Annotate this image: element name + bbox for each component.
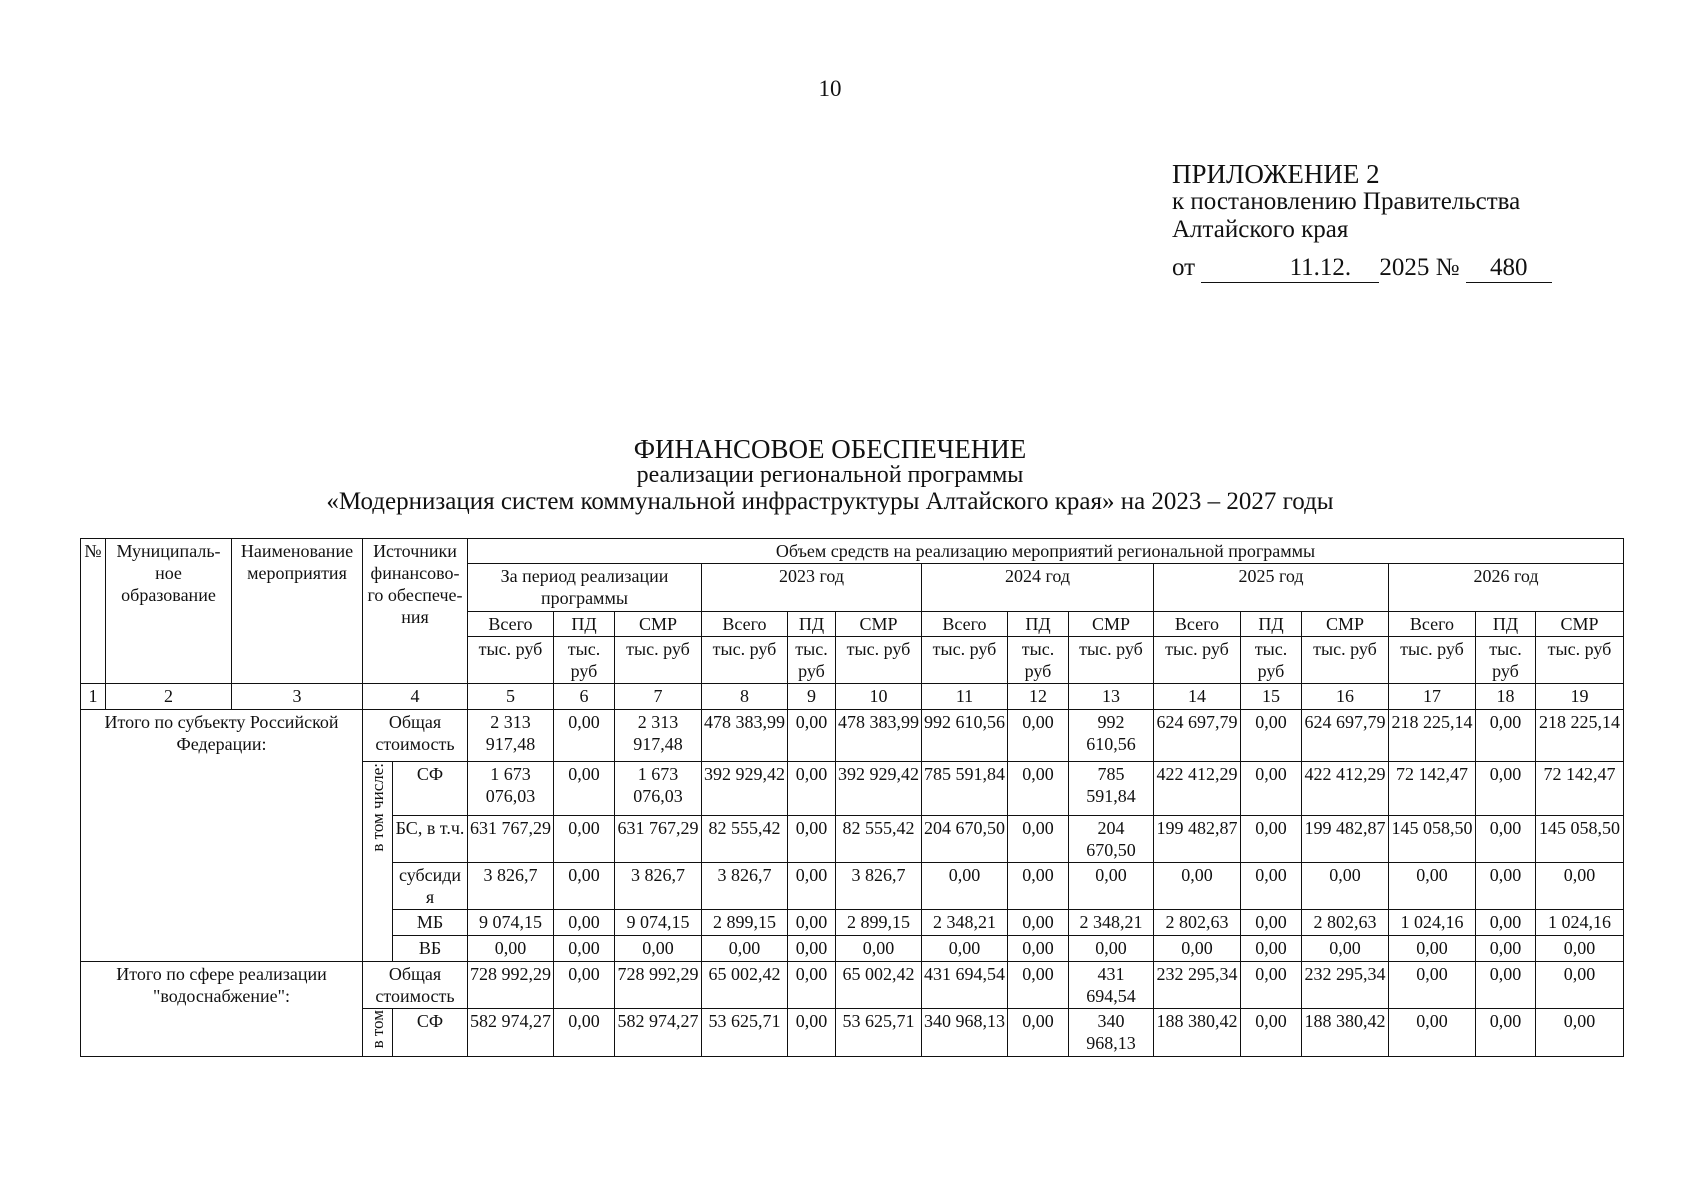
source-label: Общая стоимость <box>363 710 468 762</box>
value-cell: 0,00 <box>1069 863 1154 910</box>
value-cell: 631 767,29 <box>468 816 554 863</box>
value-cell: 0,00 <box>554 1009 615 1057</box>
value-cell: 0,00 <box>1536 1009 1624 1057</box>
including-text: в том числе: <box>367 763 387 852</box>
header-sub-total: Всего <box>1389 612 1476 637</box>
value-cell: 422 412,29 <box>1154 762 1241 816</box>
value-cell: 0,00 <box>1241 1009 1302 1057</box>
header-sub-total: Всего <box>922 612 1008 637</box>
value-cell: 2 313 917,48 <box>468 710 554 762</box>
value-cell: 340 968,13 <box>1069 1009 1154 1057</box>
header-sub-total: Всего <box>468 612 554 637</box>
header-sub-pd: ПД <box>554 612 615 637</box>
header-unit: тыс. руб <box>1536 637 1624 684</box>
value-cell: 188 380,42 <box>1154 1009 1241 1057</box>
header-sub-pd: ПД <box>1241 612 1302 637</box>
header-no: № <box>81 539 106 684</box>
decree-date: 11.12. <box>1201 254 1379 283</box>
value-cell: 82 555,42 <box>836 816 922 863</box>
header-sub-pd: ПД <box>1476 612 1536 637</box>
column-number: 12 <box>1008 684 1069 710</box>
header-sub-total: Всего <box>1154 612 1241 637</box>
decree-number: 480 <box>1466 254 1552 283</box>
value-cell: 65 002,42 <box>702 962 788 1009</box>
header-event: Наименование мероприятия <box>232 539 363 684</box>
value-cell: 582 974,27 <box>468 1009 554 1057</box>
column-number: 14 <box>1154 684 1241 710</box>
value-cell: 199 482,87 <box>1154 816 1241 863</box>
header-unit: тыс. руб <box>1302 637 1389 684</box>
value-cell: 431 694,54 <box>922 962 1008 1009</box>
row-total-label: Итого по субъекту Российской Федерации: <box>81 710 363 962</box>
value-cell: 0,00 <box>1536 936 1624 962</box>
appendix-line-2: Алтайского края <box>1172 216 1349 243</box>
value-cell: 0,00 <box>1154 863 1241 910</box>
header-year-2024: 2024 год <box>922 564 1154 612</box>
value-cell: 3 826,7 <box>702 863 788 910</box>
header-municipality: Муниципаль- ное образование <box>106 539 232 684</box>
value-cell: 0,00 <box>1008 816 1069 863</box>
value-cell: 65 002,42 <box>836 962 922 1009</box>
value-cell: 785 591,84 <box>922 762 1008 816</box>
value-cell: 0,00 <box>1241 962 1302 1009</box>
value-cell: 0,00 <box>788 1009 836 1057</box>
value-cell: 0,00 <box>1241 910 1302 936</box>
value-cell: 0,00 <box>922 863 1008 910</box>
value-cell: 392 929,42 <box>702 762 788 816</box>
source-label: субсиди я <box>393 863 468 910</box>
value-cell: 624 697,79 <box>1302 710 1389 762</box>
header-unit: тыс. руб <box>702 637 788 684</box>
value-cell: 728 992,29 <box>468 962 554 1009</box>
value-cell: 232 295,34 <box>1302 962 1389 1009</box>
source-label: ВБ <box>393 936 468 962</box>
value-cell: 2 348,21 <box>922 910 1008 936</box>
value-cell: 0,00 <box>554 762 615 816</box>
header-unit: тыс. руб <box>1069 637 1154 684</box>
column-number: 7 <box>615 684 702 710</box>
value-cell: 0,00 <box>1389 863 1476 910</box>
source-label: МБ <box>393 910 468 936</box>
value-cell: 0,00 <box>554 710 615 762</box>
value-cell: 2 802,63 <box>1154 910 1241 936</box>
value-cell: 218 225,14 <box>1389 710 1476 762</box>
value-cell: 0,00 <box>1069 936 1154 962</box>
source-label: СФ <box>393 1009 468 1057</box>
column-number: 17 <box>1389 684 1476 710</box>
header-year-2026: 2026 год <box>1389 564 1624 612</box>
value-cell: 204 670,50 <box>922 816 1008 863</box>
value-cell: 0,00 <box>1008 1009 1069 1057</box>
value-cell: 0,00 <box>1476 936 1536 962</box>
value-cell: 0,00 <box>1476 816 1536 863</box>
value-cell: 0,00 <box>788 710 836 762</box>
column-number: 11 <box>922 684 1008 710</box>
value-cell: 0,00 <box>1536 863 1624 910</box>
value-cell: 0,00 <box>702 936 788 962</box>
header-unit: тыс. руб <box>615 637 702 684</box>
value-cell: 0,00 <box>788 762 836 816</box>
value-cell: 0,00 <box>788 936 836 962</box>
appendix-block <box>1172 160 1520 244</box>
source-label: Общая стоимость <box>363 962 468 1009</box>
value-cell: 0,00 <box>1154 936 1241 962</box>
value-cell: 340 968,13 <box>922 1009 1008 1057</box>
value-cell: 0,00 <box>468 936 554 962</box>
table-row <box>81 962 1624 1009</box>
header-volume: Объем средств на реализацию мероприятий региональной программы <box>468 539 1624 564</box>
value-cell: 0,00 <box>1476 910 1536 936</box>
value-cell: 1 024,16 <box>1536 910 1624 936</box>
value-cell: 0,00 <box>1241 762 1302 816</box>
column-number: 4 <box>363 684 468 710</box>
value-cell: 0,00 <box>1302 863 1389 910</box>
value-cell: 1 673 076,03 <box>615 762 702 816</box>
column-number: 13 <box>1069 684 1154 710</box>
row-total-label: Итого по сфере реализации "водоснабжение": <box>81 962 363 1057</box>
header-sources: Источники финансово- го обеспече- ния <box>363 539 468 684</box>
column-number: 5 <box>468 684 554 710</box>
value-cell: 0,00 <box>554 863 615 910</box>
column-number: 18 <box>1476 684 1536 710</box>
header-year-2025: 2025 год <box>1154 564 1389 612</box>
value-cell: 0,00 <box>554 936 615 962</box>
header-unit: тыс. руб <box>922 637 1008 684</box>
column-number: 3 <box>232 684 363 710</box>
header-sub-pd: ПД <box>788 612 836 637</box>
header-sub-total: Всего <box>702 612 788 637</box>
value-cell: 0,00 <box>1302 936 1389 962</box>
value-cell: 0,00 <box>1241 936 1302 962</box>
column-number: 6 <box>554 684 615 710</box>
value-cell: 53 625,71 <box>702 1009 788 1057</box>
value-cell: 0,00 <box>788 962 836 1009</box>
appendix-line-1: к постановлению Правительства <box>1172 188 1521 215</box>
value-cell: 478 383,99 <box>836 710 922 762</box>
value-cell: 9 074,15 <box>615 910 702 936</box>
column-number: 9 <box>788 684 836 710</box>
header-unit: тыс. руб <box>1241 637 1302 684</box>
value-cell: 204 670,50 <box>1069 816 1154 863</box>
financing-table <box>80 538 1624 1057</box>
header-unit: тыс. руб <box>468 637 554 684</box>
value-cell: 631 767,29 <box>615 816 702 863</box>
value-cell: 0,00 <box>1008 962 1069 1009</box>
value-cell: 0,00 <box>1476 1009 1536 1057</box>
value-cell: 0,00 <box>1389 936 1476 962</box>
header-sub-smr: СМР <box>1536 612 1624 637</box>
value-cell: 785 591,84 <box>1069 762 1154 816</box>
value-cell: 0,00 <box>1476 762 1536 816</box>
value-cell: 145 058,50 <box>1389 816 1476 863</box>
including-label <box>363 762 393 962</box>
column-number: 15 <box>1241 684 1302 710</box>
value-cell: 0,00 <box>1476 962 1536 1009</box>
value-cell: 422 412,29 <box>1302 762 1389 816</box>
value-cell: 3 826,7 <box>615 863 702 910</box>
value-cell: 0,00 <box>1008 936 1069 962</box>
value-cell: 0,00 <box>1476 863 1536 910</box>
value-cell: 2 899,15 <box>702 910 788 936</box>
header-unit: тыс. руб <box>788 637 836 684</box>
value-cell: 0,00 <box>788 863 836 910</box>
column-number: 2 <box>106 684 232 710</box>
column-number: 1 <box>81 684 106 710</box>
column-number: 16 <box>1302 684 1389 710</box>
value-cell: 3 826,7 <box>836 863 922 910</box>
value-cell: 478 383,99 <box>702 710 788 762</box>
value-cell: 232 295,34 <box>1154 962 1241 1009</box>
document-title: ФИНАНСОВОЕ ОБЕСПЕЧЕНИЕ <box>633 434 1027 464</box>
value-cell: 0,00 <box>788 910 836 936</box>
source-label: СФ <box>393 762 468 816</box>
date-prefix: от <box>1172 254 1196 281</box>
value-cell: 82 555,42 <box>702 816 788 863</box>
column-number: 19 <box>1536 684 1624 710</box>
value-cell: 0,00 <box>1241 863 1302 910</box>
document-subtitle: реализации региональной программы <box>636 462 1024 488</box>
value-cell: 218 225,14 <box>1536 710 1624 762</box>
value-cell: 0,00 <box>1008 910 1069 936</box>
value-cell: 0,00 <box>554 962 615 1009</box>
header-year-2023: 2023 год <box>702 564 922 612</box>
value-cell: 0,00 <box>1008 863 1069 910</box>
header-unit: тыс. руб <box>836 637 922 684</box>
page-number: 10 <box>818 76 842 101</box>
value-cell: 728 992,29 <box>615 962 702 1009</box>
value-cell: 0,00 <box>1536 962 1624 1009</box>
appendix-title: ПРИЛОЖЕНИЕ 2 <box>1172 159 1380 189</box>
value-cell: 0,00 <box>922 936 1008 962</box>
value-cell: 0,00 <box>788 816 836 863</box>
header-sub-pd: ПД <box>1008 612 1069 637</box>
value-cell: 0,00 <box>1008 710 1069 762</box>
decree-year: 2025 № <box>1379 254 1460 281</box>
column-number: 8 <box>702 684 788 710</box>
header-unit: тыс. руб <box>554 637 615 684</box>
including-text: в том <box>367 1010 387 1049</box>
header-sub-smr: СМР <box>615 612 702 637</box>
value-cell: 582 974,27 <box>615 1009 702 1057</box>
value-cell: 72 142,47 <box>1536 762 1624 816</box>
value-cell: 2 348,21 <box>1069 910 1154 936</box>
value-cell: 188 380,42 <box>1302 1009 1389 1057</box>
value-cell: 2 802,63 <box>1302 910 1389 936</box>
header-period: За период реализации программы <box>468 564 702 612</box>
value-cell: 0,00 <box>1241 816 1302 863</box>
value-cell: 0,00 <box>1389 962 1476 1009</box>
program-name: «Модернизация систем коммунальной инфраструктуры Алтайского края» на 2023 – 2027 годы <box>326 488 1334 515</box>
decree-date-line <box>1172 254 1552 283</box>
value-cell: 0,00 <box>1389 1009 1476 1057</box>
value-cell: 0,00 <box>615 936 702 962</box>
value-cell: 1 673 076,03 <box>468 762 554 816</box>
value-cell: 9 074,15 <box>468 910 554 936</box>
value-cell: 624 697,79 <box>1154 710 1241 762</box>
value-cell: 199 482,87 <box>1302 816 1389 863</box>
source-label: БС, в т.ч. <box>393 816 468 863</box>
header-sub-smr: СМР <box>1069 612 1154 637</box>
header-unit: тыс. руб <box>1154 637 1241 684</box>
header-sub-smr: СМР <box>836 612 922 637</box>
value-cell: 2 313 917,48 <box>615 710 702 762</box>
header-unit: тыс. руб <box>1476 637 1536 684</box>
table-row <box>81 710 1624 762</box>
value-cell: 992 610,56 <box>1069 710 1154 762</box>
value-cell: 2 899,15 <box>836 910 922 936</box>
value-cell: 1 024,16 <box>1389 910 1476 936</box>
including-label <box>363 1009 393 1057</box>
value-cell: 53 625,71 <box>836 1009 922 1057</box>
value-cell: 3 826,7 <box>468 863 554 910</box>
value-cell: 0,00 <box>1476 710 1536 762</box>
header-unit: тыс. руб <box>1389 637 1476 684</box>
value-cell: 0,00 <box>554 910 615 936</box>
header-sub-smr: СМР <box>1302 612 1389 637</box>
value-cell: 392 929,42 <box>836 762 922 816</box>
value-cell: 0,00 <box>554 816 615 863</box>
value-cell: 992 610,56 <box>922 710 1008 762</box>
value-cell: 145 058,50 <box>1536 816 1624 863</box>
value-cell: 431 694,54 <box>1069 962 1154 1009</box>
value-cell: 72 142,47 <box>1389 762 1476 816</box>
value-cell: 0,00 <box>836 936 922 962</box>
column-number: 10 <box>836 684 922 710</box>
header-unit: тыс. руб <box>1008 637 1069 684</box>
value-cell: 0,00 <box>1008 762 1069 816</box>
value-cell: 0,00 <box>1241 710 1302 762</box>
